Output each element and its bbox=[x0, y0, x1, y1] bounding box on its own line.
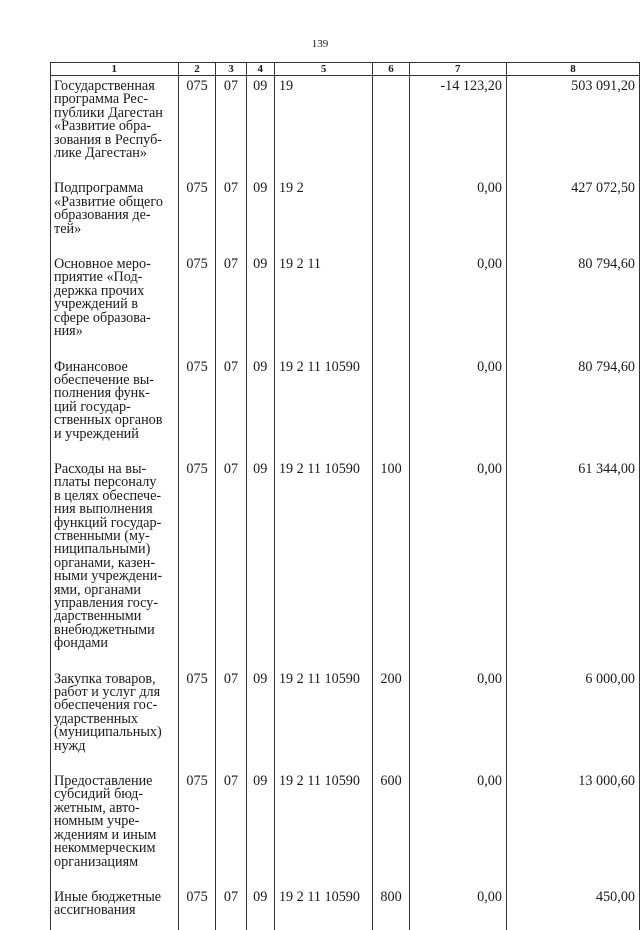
row-name-line: публики Дагестан bbox=[54, 104, 163, 121]
ministry-code-cell: 075 bbox=[178, 254, 216, 356]
row-name-line: приятие «Под- bbox=[54, 269, 143, 286]
table-row bbox=[51, 178, 640, 254]
row-name-line: держка прочих bbox=[54, 282, 145, 299]
subsection-code-cell: 09 bbox=[246, 887, 274, 930]
column-header: 6 bbox=[373, 63, 409, 76]
row-name-line: фондами bbox=[54, 635, 108, 652]
change-amount-cell: 0,00 bbox=[409, 178, 506, 254]
change-amount-cell: 0,00 bbox=[409, 357, 506, 459]
target-code-cell: 19 2 11 10590 bbox=[274, 669, 372, 771]
section-code-cell: 07 bbox=[216, 887, 246, 930]
row-name-cell bbox=[51, 771, 179, 887]
target-code-cell: 19 2 bbox=[274, 178, 372, 254]
row-name-line: сфере образова- bbox=[54, 309, 151, 326]
row-name-line: ния» bbox=[54, 323, 83, 340]
section-code-cell: 07 bbox=[216, 178, 246, 254]
row-name-line: ями, органами bbox=[54, 581, 141, 598]
row-name-cell bbox=[51, 357, 179, 459]
row-name-line: управления госу- bbox=[54, 595, 159, 611]
expense-type-cell bbox=[373, 254, 409, 356]
column-header: 4 bbox=[246, 63, 274, 76]
section-code-cell: 07 bbox=[216, 357, 246, 459]
row-name-line: учреждений в bbox=[54, 296, 138, 313]
change-amount-cell: 0,00 bbox=[409, 669, 506, 771]
row-name-cell bbox=[51, 459, 179, 669]
page-number: 139 bbox=[311, 38, 329, 50]
expense-type-cell bbox=[373, 357, 409, 459]
row-name-line: и учреждений bbox=[54, 425, 139, 442]
target-code-cell: 19 2 11 bbox=[274, 254, 372, 356]
subsection-code-cell: 09 bbox=[246, 459, 274, 669]
total-amount-cell: 503 091,20 bbox=[506, 76, 639, 179]
row-name-line: платы персоналу bbox=[54, 474, 157, 491]
row-name-line: тей» bbox=[54, 220, 82, 237]
row-name-line: внебюджетными bbox=[54, 621, 155, 638]
row-name-line: обеспечения гос- bbox=[54, 697, 158, 714]
table-body bbox=[51, 76, 640, 930]
row-name-line: «Развитие обра- bbox=[54, 118, 152, 135]
row-name-line: Иные бюджетные bbox=[54, 888, 162, 905]
expense-type-cell: 100 bbox=[373, 459, 409, 669]
row-name-line: функций государ- bbox=[54, 514, 162, 531]
target-code-cell: 19 2 11 10590 bbox=[274, 887, 372, 930]
row-name-line: Подпрограмма bbox=[54, 180, 144, 197]
ministry-code-cell: 075 bbox=[178, 887, 216, 930]
row-name-line: жетным, авто- bbox=[54, 799, 140, 816]
total-amount-cell: 61 344,00 bbox=[506, 459, 639, 669]
total-amount-cell: 80 794,60 bbox=[506, 254, 639, 356]
expense-type-cell: 800 bbox=[373, 887, 409, 930]
section-code-cell: 07 bbox=[216, 771, 246, 887]
row-name-line: (муниципальных) bbox=[54, 724, 162, 741]
row-name-line: ственными (му- bbox=[54, 527, 150, 544]
row-name-line: ными учреждени- bbox=[54, 568, 163, 585]
section-code-cell: 07 bbox=[216, 76, 246, 179]
change-amount-cell: 0,00 bbox=[409, 459, 506, 669]
row-name-line: Расходы на вы- bbox=[54, 460, 147, 477]
section-code-cell: 07 bbox=[216, 459, 246, 669]
row-name-line: субсидий бюд- bbox=[54, 786, 144, 803]
row-name-line: обеспечение вы- bbox=[54, 371, 155, 388]
row-name-line: «Развитие общего bbox=[54, 193, 163, 210]
column-header: 2 bbox=[178, 63, 216, 76]
row-name-line: полнения функ- bbox=[54, 385, 150, 402]
section-code-cell: 07 bbox=[216, 254, 246, 356]
target-code-cell: 19 2 11 10590 bbox=[274, 771, 372, 887]
target-code-cell: 19 2 11 10590 bbox=[274, 459, 372, 669]
expense-type-cell: 600 bbox=[373, 771, 409, 887]
change-amount-cell: -14 123,20 bbox=[409, 76, 506, 179]
row-name-line: Финансовое bbox=[54, 358, 128, 375]
expense-type-cell: 200 bbox=[373, 669, 409, 771]
table-row bbox=[51, 254, 640, 356]
total-amount-cell: 13 000,60 bbox=[506, 771, 639, 887]
change-amount-cell: 0,00 bbox=[409, 771, 506, 887]
row-name-line: зования в Респуб- bbox=[54, 131, 163, 148]
ministry-code-cell: 075 bbox=[178, 357, 216, 459]
ministry-code-cell: 075 bbox=[178, 771, 216, 887]
column-header: 5 bbox=[274, 63, 372, 76]
table-row bbox=[51, 771, 640, 887]
row-name-line: программа Рес- bbox=[54, 91, 149, 108]
row-name-line: ниципальными) bbox=[54, 541, 151, 558]
subsection-code-cell: 09 bbox=[246, 76, 274, 179]
column-header: 1 bbox=[51, 63, 179, 76]
row-name-cell bbox=[51, 887, 179, 930]
row-name-line: некоммерческим bbox=[54, 840, 156, 857]
row-name-line: ударственных bbox=[54, 710, 139, 727]
row-name-line: Основное меро- bbox=[54, 256, 151, 273]
table-header-row bbox=[51, 63, 640, 76]
row-name-cell bbox=[51, 254, 179, 356]
budget-table bbox=[50, 62, 640, 930]
total-amount-cell: 6 000,00 bbox=[506, 669, 639, 771]
row-name-line: ния выполнения bbox=[54, 501, 153, 518]
table-row bbox=[51, 357, 640, 459]
ministry-code-cell: 075 bbox=[178, 76, 216, 179]
subsection-code-cell: 09 bbox=[246, 771, 274, 887]
section-code-cell: 07 bbox=[216, 669, 246, 771]
row-name-line: Государственная bbox=[54, 78, 155, 94]
column-header: 7 bbox=[409, 63, 506, 76]
row-name-line: организациям bbox=[54, 853, 139, 870]
subsection-code-cell: 09 bbox=[246, 669, 274, 771]
row-name-line: Предоставление bbox=[54, 773, 153, 790]
expense-type-cell bbox=[373, 76, 409, 179]
row-name-cell bbox=[51, 76, 179, 179]
ministry-code-cell: 075 bbox=[178, 459, 216, 669]
table-row bbox=[51, 887, 640, 930]
row-name-line: образования де- bbox=[54, 207, 151, 224]
subsection-code-cell: 09 bbox=[246, 178, 274, 254]
row-name-line: органами, казен- bbox=[54, 554, 156, 571]
target-code-cell: 19 2 11 10590 bbox=[274, 357, 372, 459]
row-name-cell bbox=[51, 178, 179, 254]
row-name-line: ждениям и иным bbox=[54, 826, 157, 843]
table-row bbox=[51, 669, 640, 771]
row-name-line: ственных органов bbox=[54, 412, 163, 429]
row-name-line: ассигнования bbox=[54, 902, 136, 919]
row-name-line: нужд bbox=[54, 737, 86, 754]
subsection-code-cell: 09 bbox=[246, 357, 274, 459]
total-amount-cell: 450,00 bbox=[506, 887, 639, 930]
table-row bbox=[51, 459, 640, 669]
ministry-code-cell: 075 bbox=[178, 178, 216, 254]
ministry-code-cell: 075 bbox=[178, 669, 216, 771]
row-name-line: номным учре- bbox=[54, 813, 140, 830]
change-amount-cell: 0,00 bbox=[409, 254, 506, 356]
row-name-line: лике Дагестан» bbox=[54, 145, 147, 162]
row-name-line: Закупка товаров, bbox=[54, 670, 156, 687]
expense-type-cell bbox=[373, 178, 409, 254]
total-amount-cell: 427 072,50 bbox=[506, 178, 639, 254]
subsection-code-cell: 09 bbox=[246, 254, 274, 356]
column-header: 8 bbox=[506, 63, 639, 76]
target-code-cell: 19 bbox=[274, 76, 372, 179]
row-name-line: работ и услуг для bbox=[54, 684, 161, 701]
row-name-line: дарственными bbox=[54, 608, 142, 625]
row-name-line: в целях обеспече- bbox=[54, 487, 162, 504]
row-name-line: ций государ- bbox=[54, 398, 131, 415]
total-amount-cell: 80 794,60 bbox=[506, 357, 639, 459]
change-amount-cell: 0,00 bbox=[409, 887, 506, 930]
column-header: 3 bbox=[216, 63, 246, 76]
row-name-cell bbox=[51, 669, 179, 771]
table-row bbox=[51, 76, 640, 179]
